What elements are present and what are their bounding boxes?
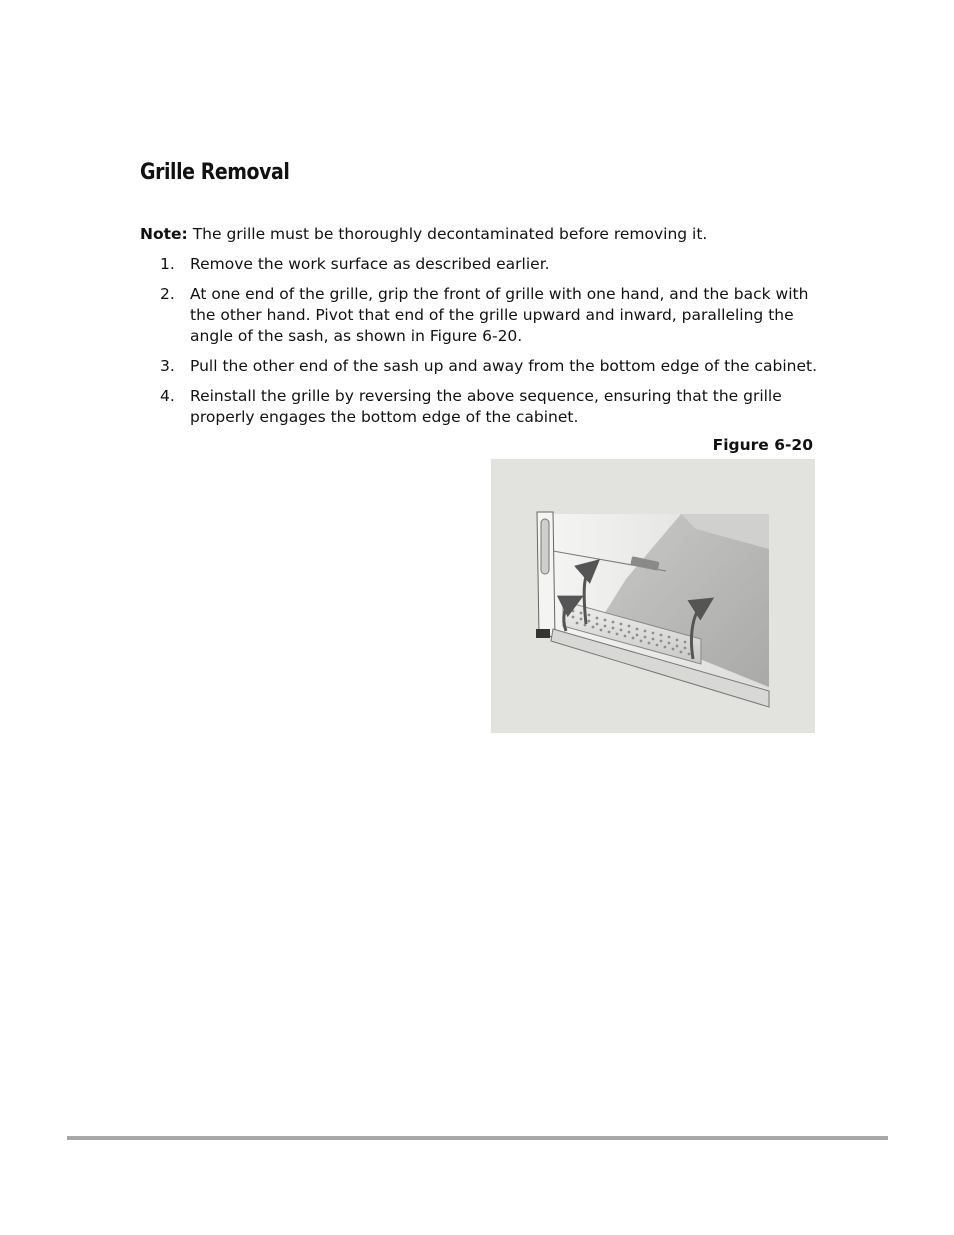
step-number: 3. [160,357,175,375]
note-label: Note: [140,225,188,243]
footer-divider [67,1136,888,1140]
steps-list [140,254,820,437]
section-heading: Grille Removal [140,160,290,185]
step-text: At one end of the grille, grip the front of grille with one hand, and the back with the other hand. Pivot that end of the grille upward and inward, paralleling the angle of the sash, as shown in Figure 6-20. [190,285,809,345]
step-item [140,254,820,275]
step-number: 4. [160,387,175,405]
step-text: Pull the other end of the sash up and away from the bottom edge of the cabinet. [190,357,818,375]
note-text: The grille must be thoroughly decontaminated before removing it. [192,225,708,243]
note-paragraph [140,224,820,245]
figure-caption: Figure 6-20 [712,436,813,454]
step-text: Remove the work surface as described earlier. [190,255,550,273]
step-text: Reinstall the grille by reversing the above sequence, ensuring that the grille properly engages the bottom edge of the cabinet. [190,387,782,426]
step-number: 2. [160,285,175,303]
step-item [140,356,820,377]
grille-illustration [491,459,815,733]
step-item [140,284,820,347]
step-number: 1. [160,255,175,273]
step-item [140,386,820,428]
